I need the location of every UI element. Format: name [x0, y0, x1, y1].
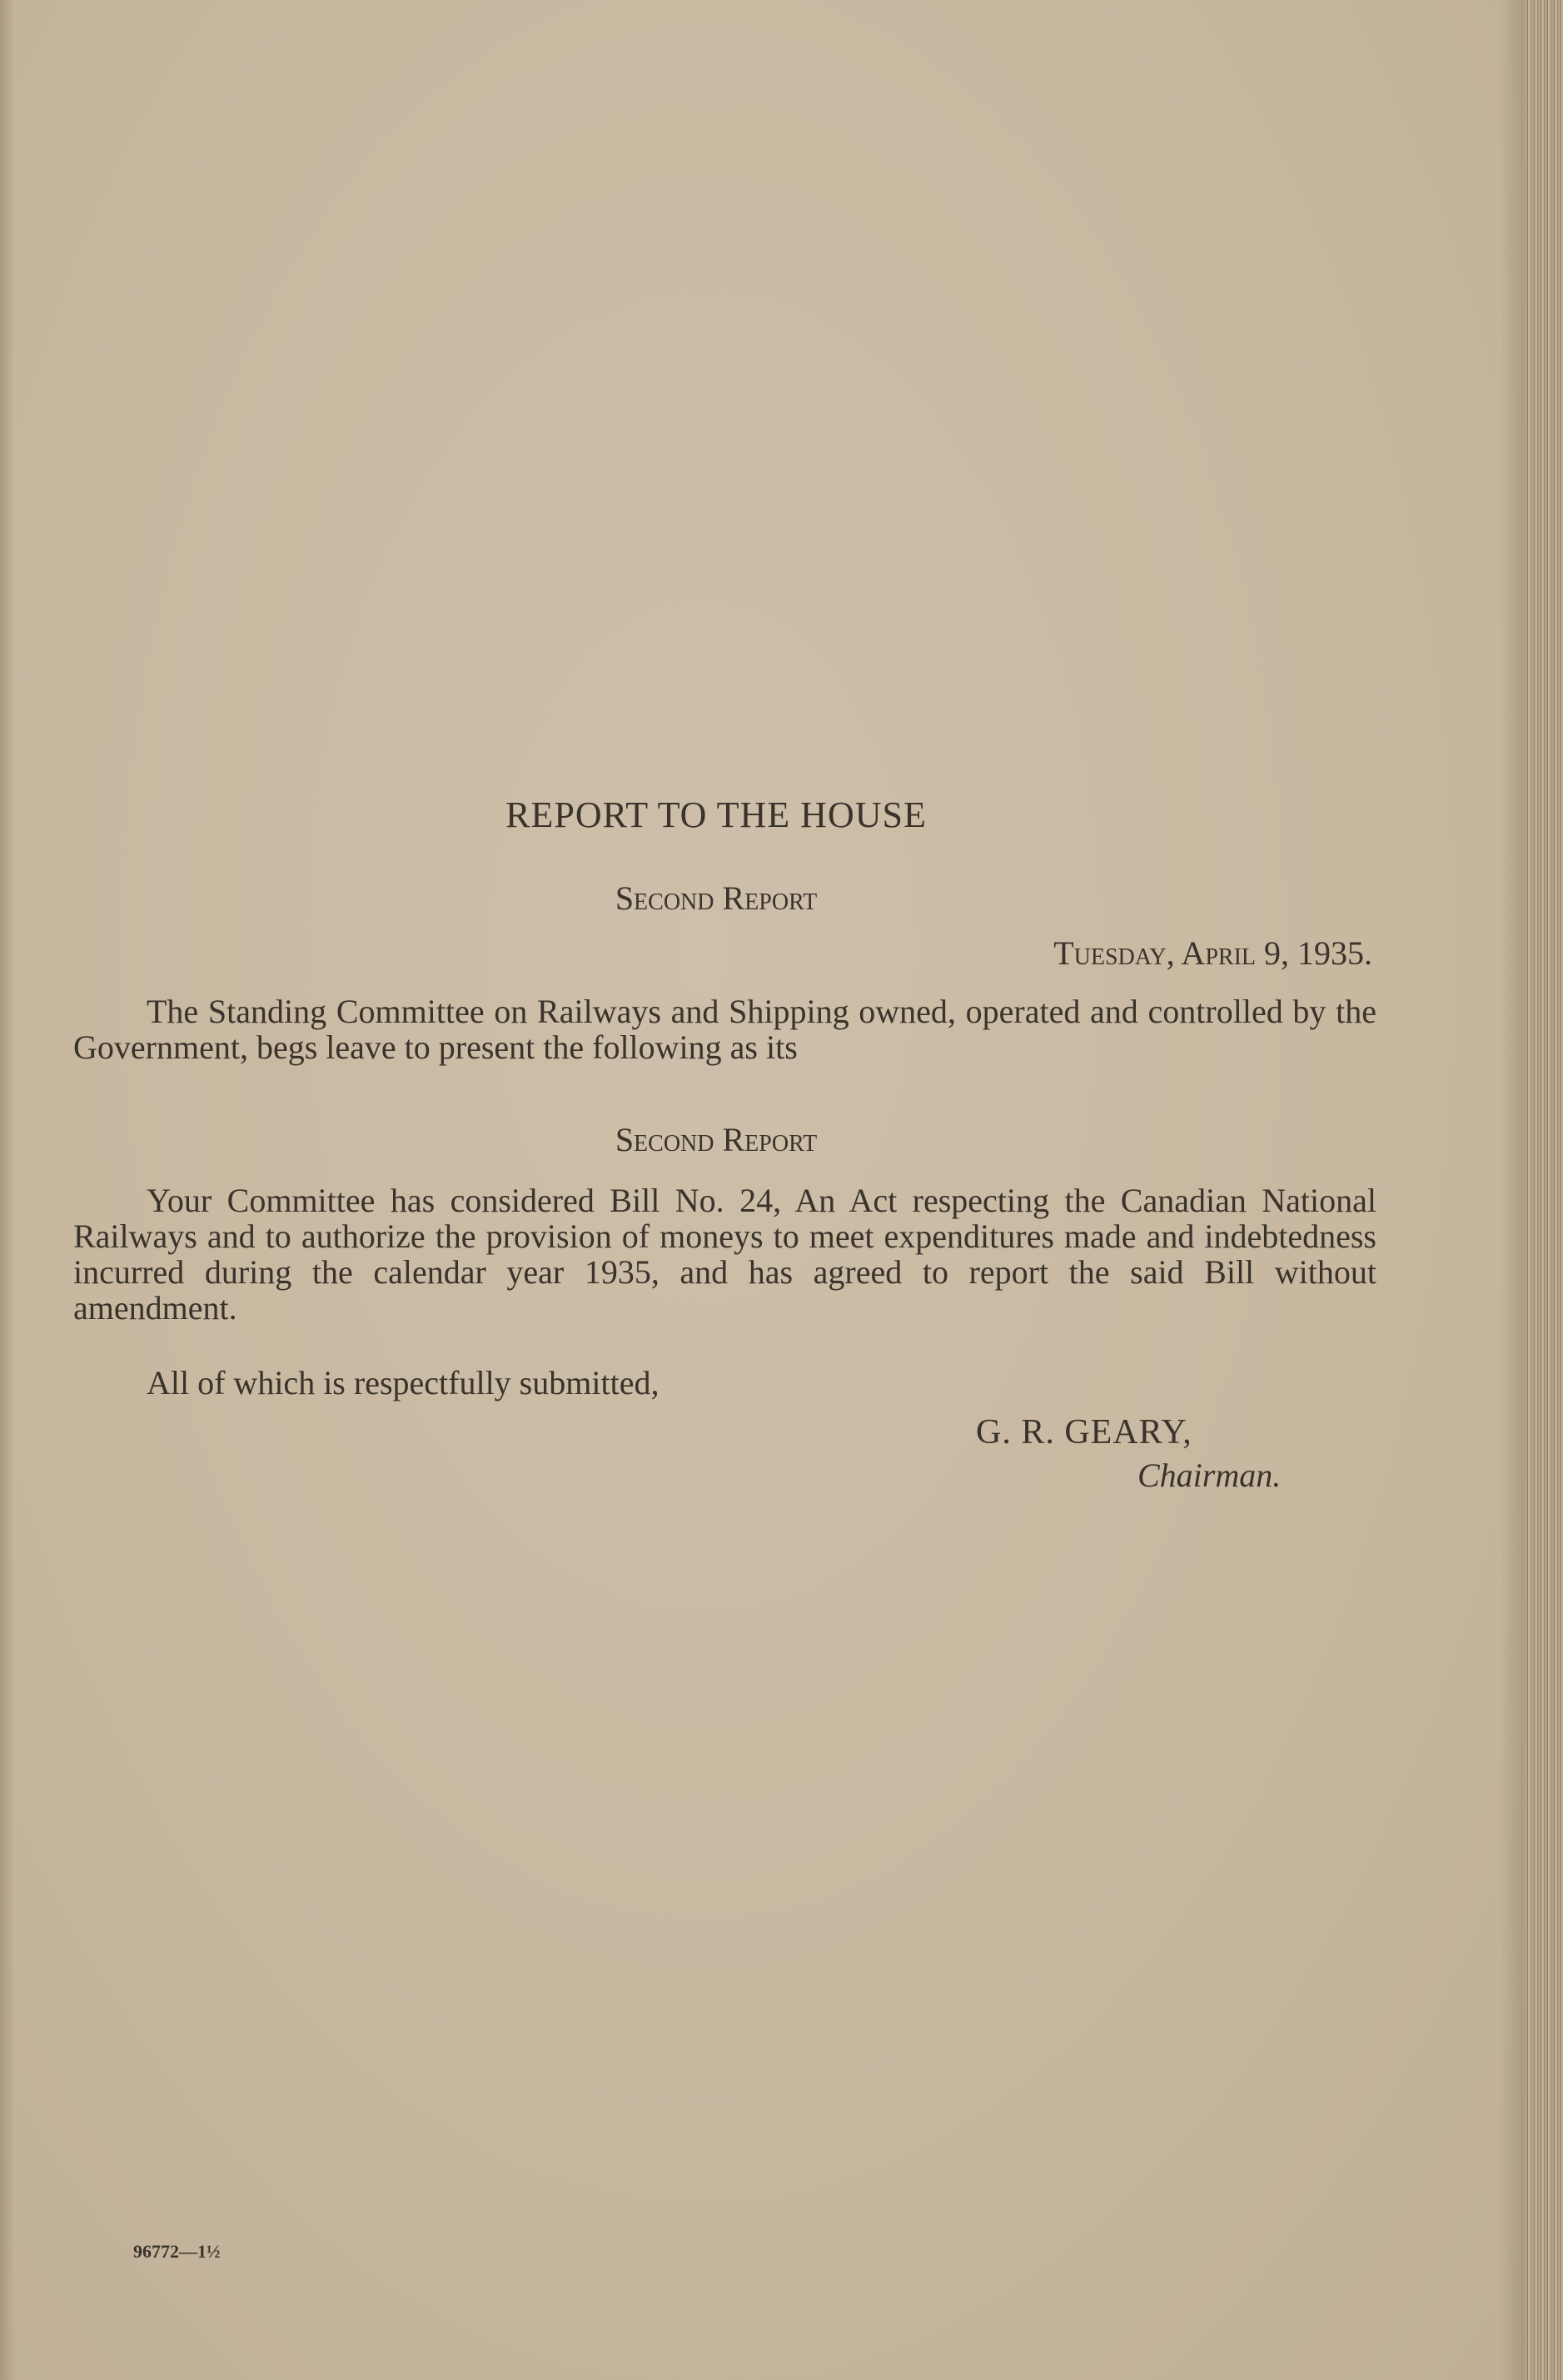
- page-left-edge: [0, 0, 15, 2380]
- signer-name: G. R. GEARY,: [976, 1413, 1192, 1451]
- subheading-second-report-top: Second Report: [615, 879, 818, 917]
- signer-role: Chairman.: [1137, 1456, 1282, 1494]
- intro-paragraph: The Standing Committee on Railways and Shipping owned, operated and controlled by the Government, begs leave to present the following as its: [73, 993, 1376, 1066]
- report-title: REPORT TO THE HOUSE: [505, 794, 927, 835]
- bound-page-edges: [1525, 0, 1563, 2380]
- body-paragraph: Your Committee has considered Bill No. 24, An Act respecting the Canadian National Railways and to authorize the provision of moneys to meet expenditures made and indebtedness incurred during the calendar year 1935, and has agreed to report the said Bill without amendment.: [73, 1182, 1376, 1327]
- report-date: Tuesday, April 9, 1935.: [1053, 934, 1372, 972]
- printer-code: 96772—1½: [133, 2241, 221, 2262]
- subheading-second-report: Second Report: [615, 1121, 818, 1158]
- closing-line: All of which is respectfully submitted,: [147, 1364, 660, 1402]
- binding-shadow: [1500, 0, 1525, 2380]
